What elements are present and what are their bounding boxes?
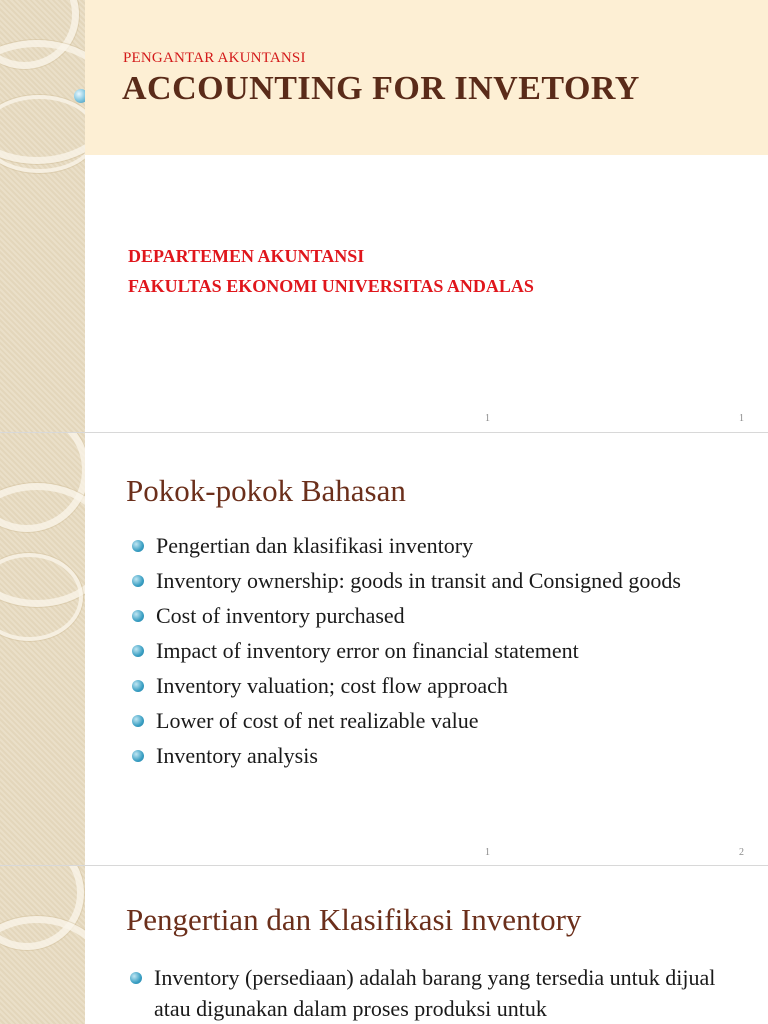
list-item: Cost of inventory purchased <box>132 600 742 631</box>
footer-center-number: 1 <box>485 413 490 424</box>
list-item: Inventory ownership: goods in transit and Consigned goods <box>132 565 742 596</box>
decorative-ring <box>0 916 85 1024</box>
decorative-orb <box>74 89 85 103</box>
course-subtitle: PENGANTAR AKUNTANSI <box>123 50 306 66</box>
slide-page-number: 1 <box>739 413 744 424</box>
slide-3 <box>0 866 768 1024</box>
decorative-side-panel <box>0 0 85 432</box>
decorative-side-panel <box>0 433 85 865</box>
list-item: Pengertian dan klasifikasi inventory <box>132 530 742 561</box>
decorative-side-panel <box>0 866 85 1024</box>
topic-list <box>132 530 742 775</box>
presentation-title: ACCOUNTING FOR INVETORY <box>122 70 640 107</box>
definition-list <box>130 962 750 1024</box>
slide-1 <box>0 0 768 432</box>
faculty-line: FAKULTAS EKONOMI UNIVERSITAS ANDALAS <box>128 276 534 296</box>
list-item: Inventory analysis <box>132 740 742 771</box>
list-item: Inventory valuation; cost flow approach <box>132 670 742 701</box>
slide-heading: Pengertian dan Klasifikasi Inventory <box>126 902 582 937</box>
slide-2 <box>0 433 768 865</box>
list-item: Inventory (persediaan) adalah barang yang tersedia untuk dijual atau digunakan dalam proses produksi untuk <box>130 962 750 1024</box>
slide-page-number: 2 <box>739 847 744 858</box>
slide-heading: Pokok-pokok Bahasan <box>126 473 406 508</box>
list-item: Lower of cost of net realizable value <box>132 705 742 736</box>
department-line: DEPARTEMEN AKUNTANSI <box>128 246 365 266</box>
decorative-ring <box>0 95 85 173</box>
footer-center-number: 1 <box>485 847 490 858</box>
list-item: Impact of inventory error on financial statement <box>132 635 742 666</box>
